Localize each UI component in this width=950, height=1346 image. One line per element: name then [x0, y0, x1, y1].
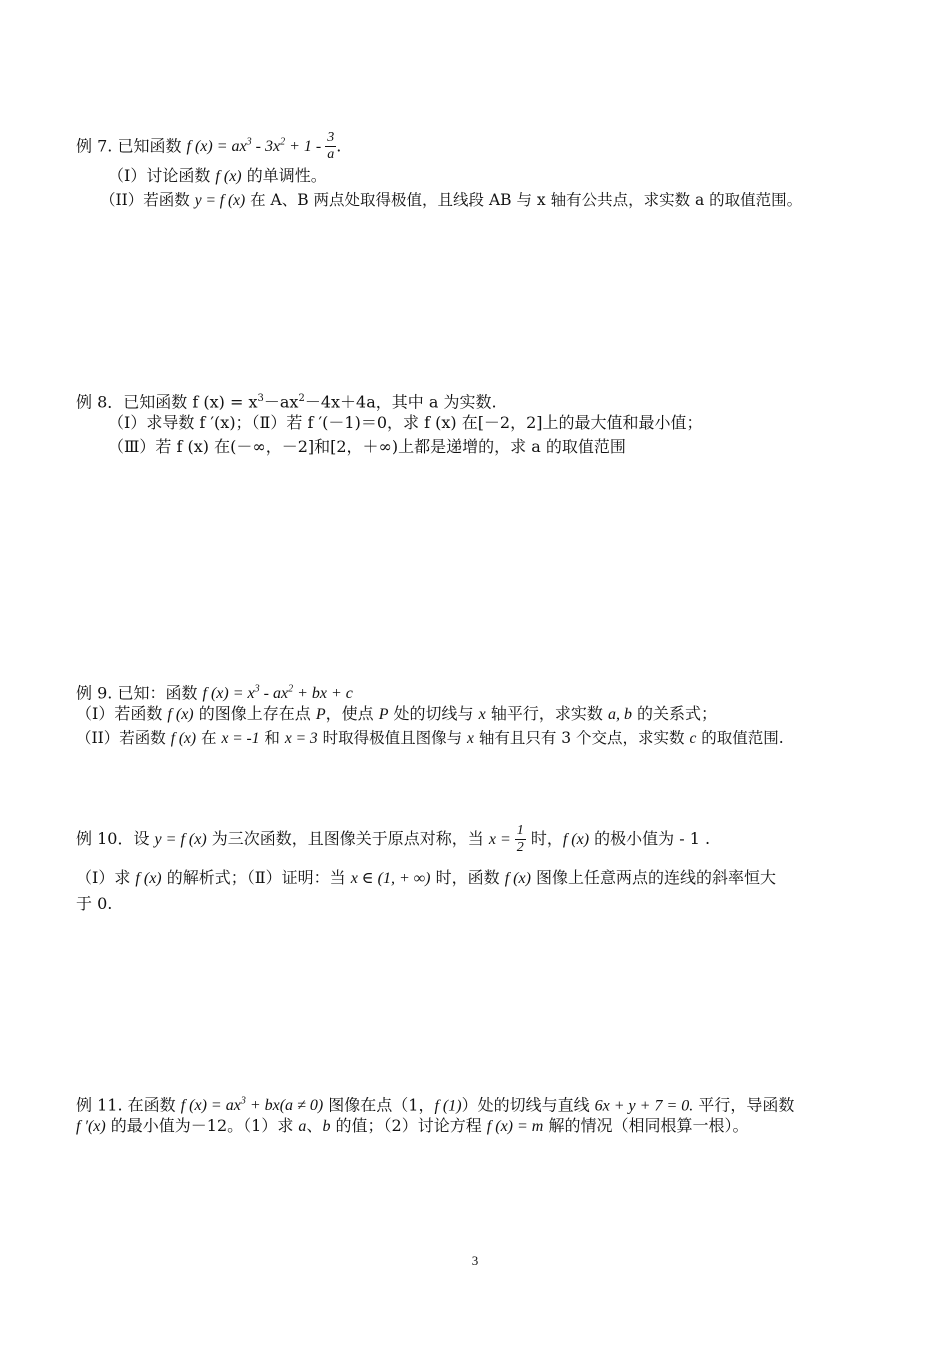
ex7-formula: f $(x) = ax^3 - 3x^2 + 1$ -: [186, 137, 326, 156]
ex10-line1: 例 10．设 y = f (x) 为三次函数，且图像关于原点对称，当 x = $\frac{1}{2}$ 时，f (x) 的极小值为 - 1 .: [76, 823, 711, 855]
ex9-part2: （II）若函数 f (x) 在 x = -1 和 x = 3 时取得极值且图像与 x 轴有且只有 3 个交点，求实数 c 的取值范围.: [76, 729, 784, 747]
ex8-line2: （Ⅰ）求导数 f ′(x)；（Ⅱ）若 f ′(－1)＝0，求 f (x) 在[－2，2]上的最大值和最小值；: [108, 413, 703, 432]
ex7-part2: （II）若函数 y = f (x) 在 A、B 两点处取得极值，且线段 AB 与 x 轴有公共点，求实数 a 的取值范围。: [100, 191, 803, 209]
ex7-fraction: $\frac{3}{a}$: [327, 130, 335, 163]
ex11-line1: 例 11. 在函数 f $(x) = ax^3 + bx(a \ne 0)$ 图像在点（1，f (1)）处的切线与直线 6x + y + 7 = 0. 平行，导函数: [76, 1095, 795, 1115]
ex9-title: 例 9. 已知：函数 f $(x) = x^3 - ax^2$ + bx + c: [76, 683, 353, 703]
ex7-title: 例 7. 已知函数 f $(x) = ax^3 - 3x^2 + 1$ - $\frac{3}{a}$ .: [76, 130, 342, 163]
ex7-head: 例 7. 已知函数: [76, 136, 187, 156]
ex10-line3: 于 0.: [76, 894, 113, 913]
ex7-part1: （I）讨论函数 f (x) 的单调性。: [108, 166, 327, 185]
ex11-line2: f ′(x) 的最小值为－12。（1）求 a、b 的值；（2）讨论方程 f (x) = m 解的情况（相同根算一根）。: [76, 1116, 749, 1135]
ex9-part1: （I）若函数 f (x) 的图像上存在点 P，使点 P 处的切线与 x 轴平行，求实数 a, b 的关系式；: [76, 704, 718, 723]
ex10-line2: （Ⅰ）求 f (x) 的解析式；（Ⅱ）证明：当 x ∈ (1, + ∞) 时，函数 f (x) 图像上任意两点的连线的斜率恒大: [76, 868, 776, 887]
ex10-fraction: $\frac{1}{2}$: [516, 823, 524, 855]
page-number: 3: [471, 1253, 479, 1268]
ex8-line1: 例 8．已知函数 f $(x) = x^3-ax^2-4x+4a$，其中 a 为实数.: [76, 392, 497, 412]
ex8-line3: （Ⅲ）若 f (x) 在(－∞，－2]和[2，＋∞)上都是递增的，求 a 的取值范围: [108, 437, 626, 456]
